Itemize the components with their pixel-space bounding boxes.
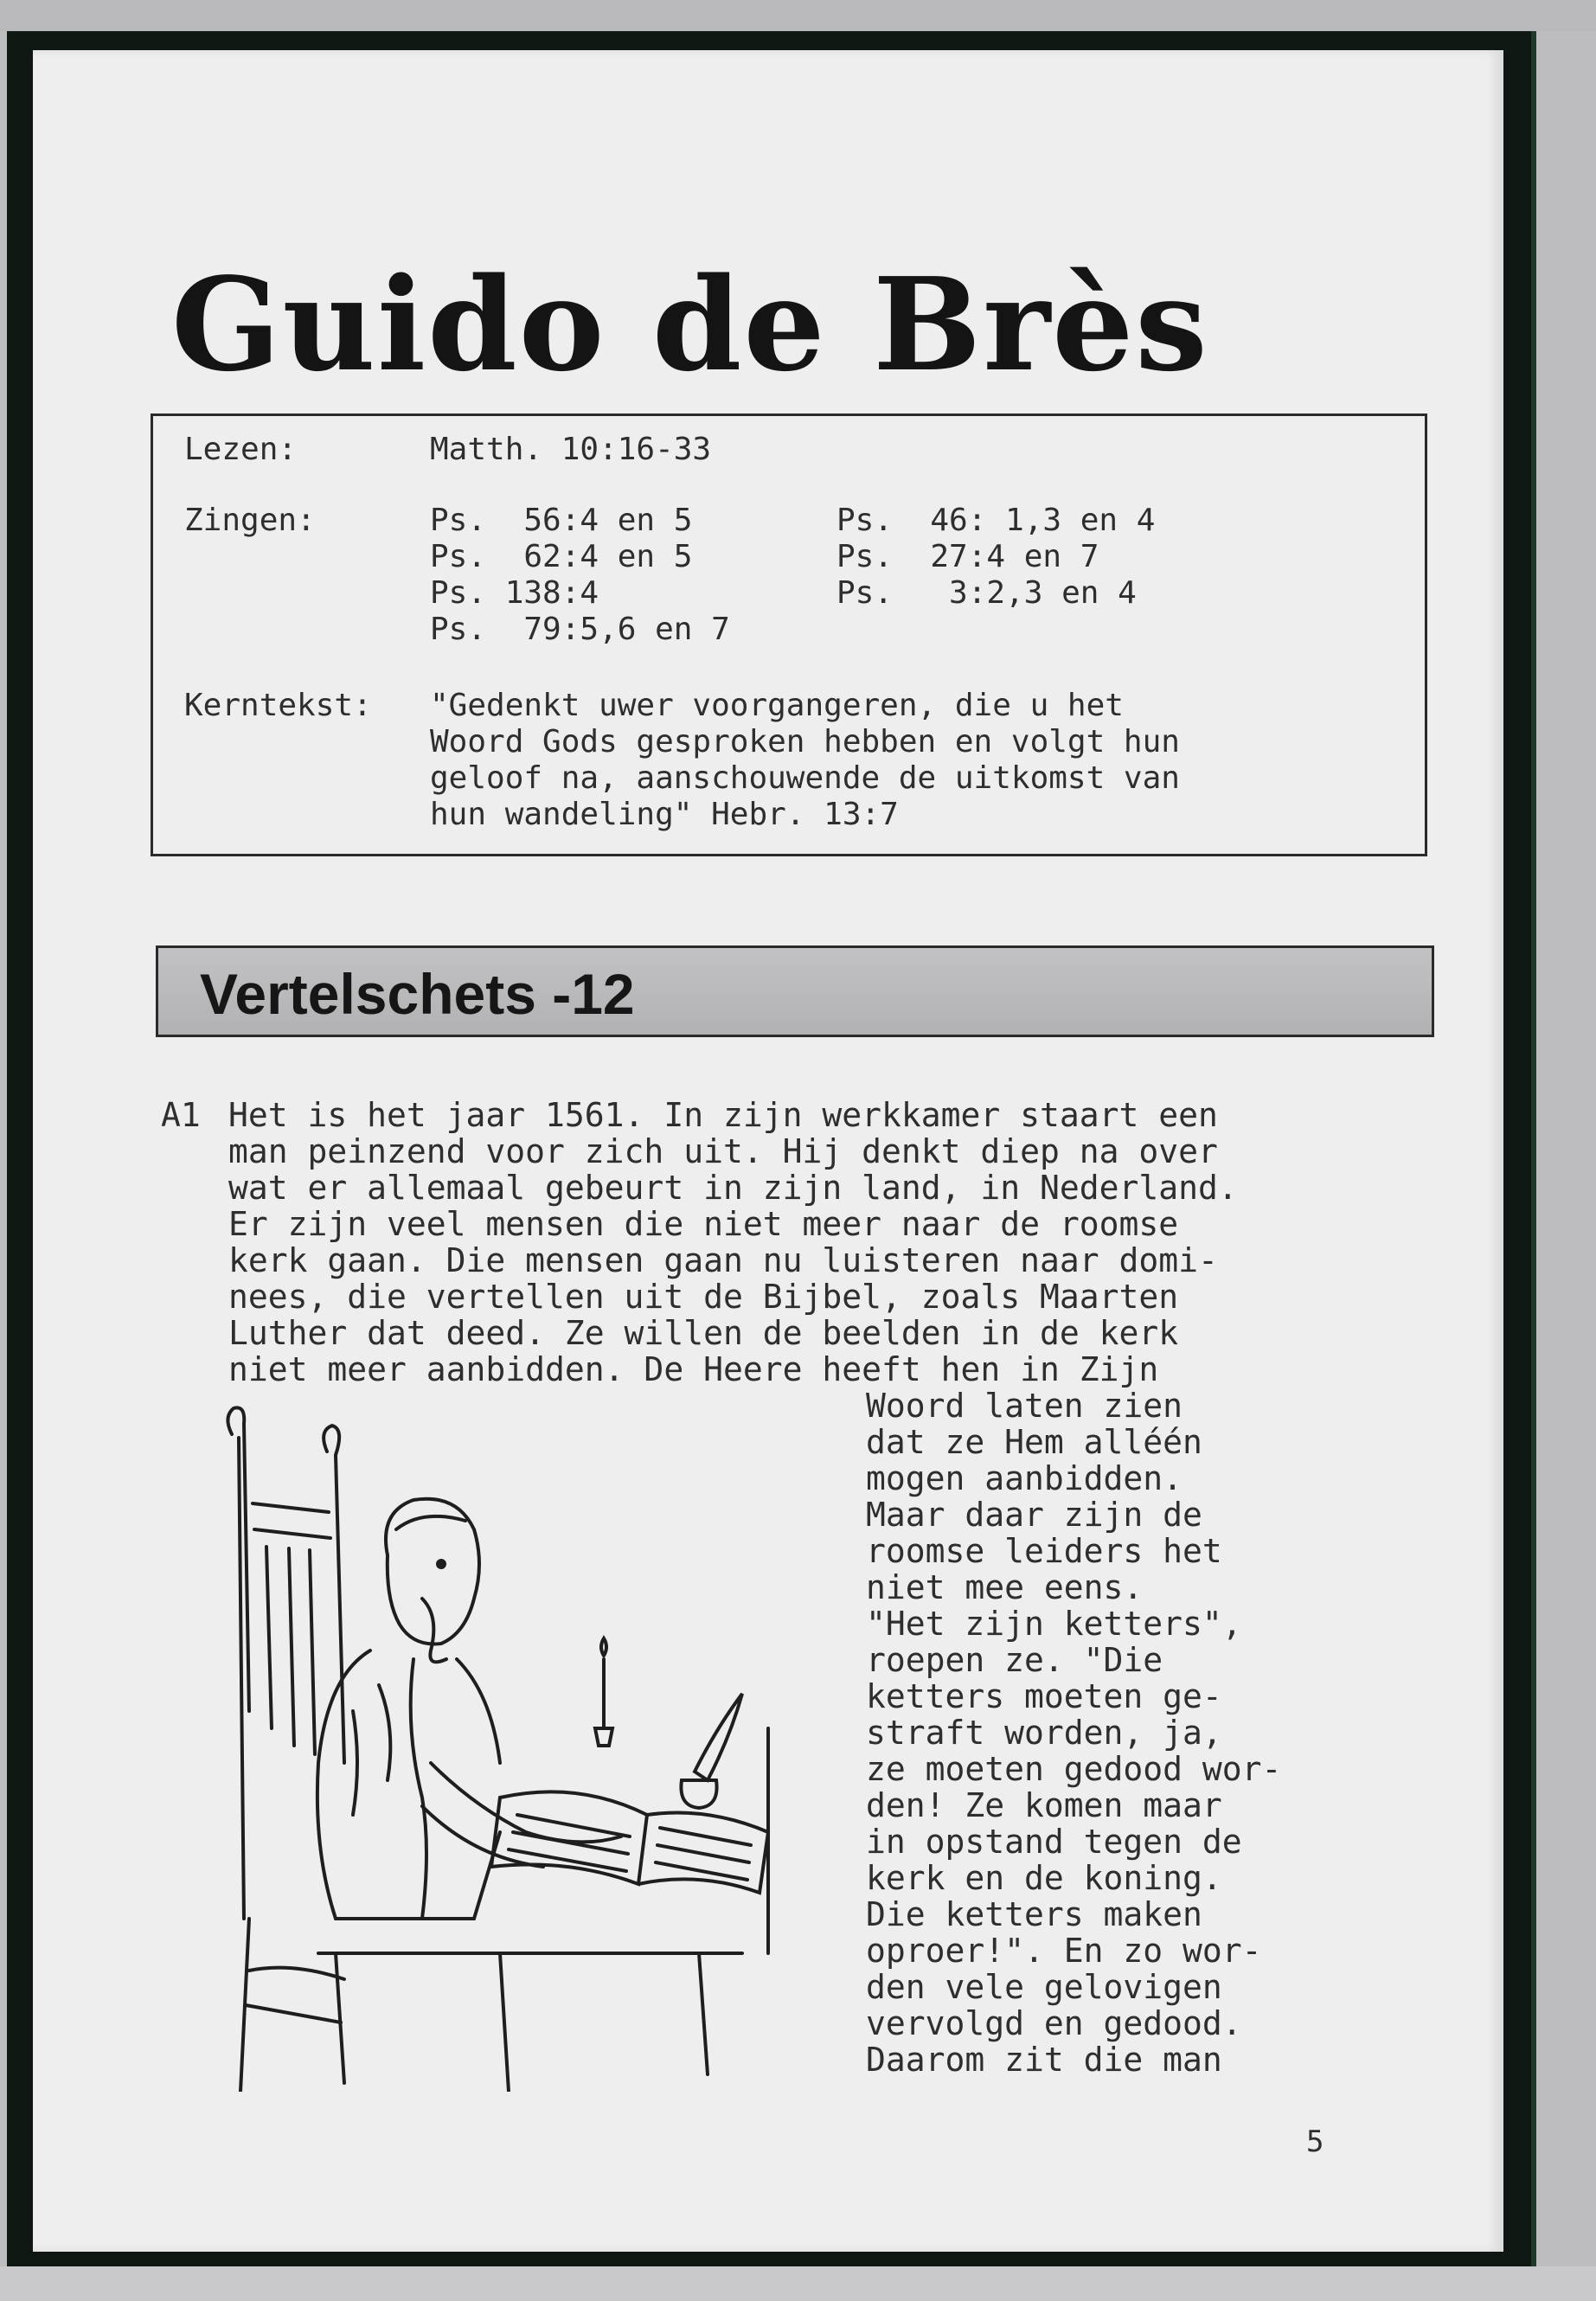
story-line: straft worden, ja, (866, 1714, 1222, 1752)
page-number: 5 (1306, 2125, 1324, 2159)
story-line: Maar daar zijn de (866, 1496, 1202, 1534)
lezen-value: Matth. 10:16-33 (430, 432, 712, 467)
story-line: Het is het jaar 1561. In zijn werkkamer staart een (228, 1096, 1218, 1134)
story-line: in opstand tegen de (866, 1823, 1242, 1861)
story-line: Die ketters maken (866, 1895, 1202, 1933)
story-line: niet meer aanbidden. De Heere heeft hen in Zijn (228, 1350, 1159, 1388)
document-page (33, 50, 1503, 2252)
story-line: Daarom zit die man (866, 2041, 1222, 2079)
story-line: ze moeten gedood wor- (866, 1750, 1282, 1788)
story-line: vervolgd en gedood. (866, 2004, 1242, 2042)
story-line: roepen ze. "Die (866, 1641, 1163, 1679)
story-line: dat ze Hem alléén (866, 1423, 1202, 1461)
song-item: Ps. 27:4 en 7 (836, 539, 1099, 574)
zingen-label: Zingen: (184, 503, 316, 538)
story-line: den vele gelovigen (866, 1968, 1222, 2006)
story-line: "Het zijn ketters", (866, 1605, 1242, 1643)
reading-info-box (151, 413, 1427, 856)
song-item: Ps. 56:4 en 5 (430, 503, 693, 538)
song-item: Ps. 138:4 (430, 575, 599, 611)
kerntekst-line: geloof na, aanschouwende de uitkomst van (430, 760, 1180, 796)
story-line: kerk gaan. Die mensen gaan nu luisteren naar domi- (228, 1241, 1218, 1279)
story-line: ketters moeten ge- (866, 1677, 1222, 1715)
story-line: kerk en de koning. (866, 1859, 1222, 1897)
story-line: roomse leiders het (866, 1532, 1222, 1570)
story-line: mogen aanbidden. (866, 1459, 1183, 1497)
story-line: niet mee eens. (866, 1568, 1144, 1606)
story-line: den! Ze komen maar (866, 1786, 1222, 1824)
story-line: Er zijn veel mensen die niet meer naar de roomse (228, 1205, 1179, 1243)
song-item: Ps. 62:4 en 5 (430, 539, 693, 574)
song-item: Ps. 79:5,6 en 7 (430, 612, 730, 647)
lezen-label: Lezen: (184, 432, 298, 467)
song-item: Ps. 46: 1,3 en 4 (836, 503, 1156, 538)
man-reading-illustration (215, 1400, 785, 2092)
kerntekst-line: "Gedenkt uwer voorgangeren, die u het (430, 688, 1124, 723)
section-title: Vertelschets -12 (200, 962, 635, 1026)
page-title: Guido de Brès (171, 249, 1209, 400)
top-background-strip (0, 0, 1596, 31)
story-line: nees, die vertellen uit de Bijbel, zoals Maarten (228, 1278, 1179, 1316)
story-line: man peinzend voor zich uit. Hij denkt diep na over (228, 1132, 1218, 1170)
paragraph-label: A1 (161, 1096, 201, 1134)
story-line: wat er allemaal gebeurt in zijn land, in Nederland. (228, 1169, 1238, 1207)
kerntekst-line: hun wandeling" Hebr. 13:7 (430, 797, 899, 832)
song-item: Ps. 3:2,3 en 4 (836, 575, 1137, 611)
story-line: Luther dat deed. Ze willen de beelden in de kerk (228, 1314, 1179, 1352)
kerntekst-label: Kerntekst: (184, 688, 372, 723)
story-line: Woord laten zien (866, 1387, 1183, 1425)
bottom-background-strip (0, 2266, 1596, 2301)
section-heading-bar (156, 945, 1434, 1037)
story-line: oproer!". En zo wor- (866, 1932, 1262, 1970)
kerntekst-line: Woord Gods gesproken hebben en volgt hun (430, 724, 1180, 760)
